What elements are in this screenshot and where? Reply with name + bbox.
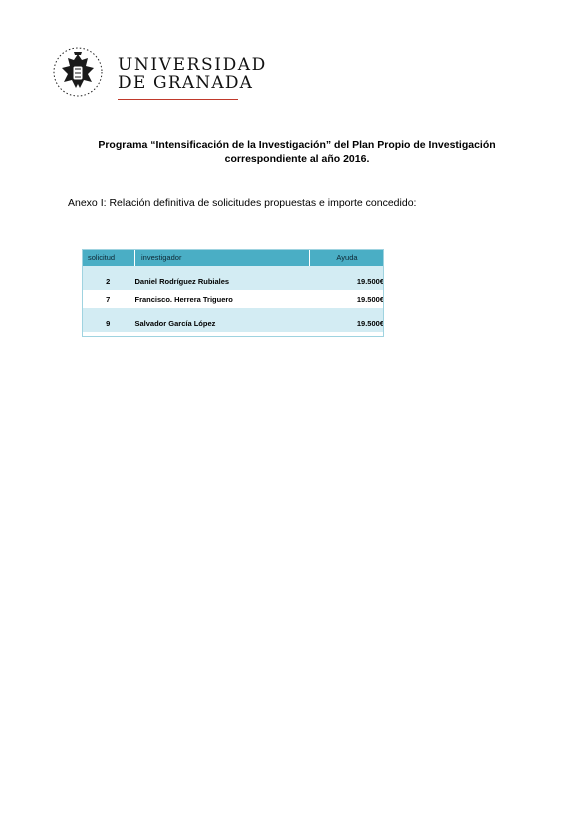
- cell-solicitud: 9: [106, 319, 111, 328]
- table-row: [82, 290, 384, 308]
- column-header-ayuda: Ayuda: [336, 253, 358, 262]
- university-logo: [52, 44, 267, 104]
- cell-investigador: Salvador García López: [134, 319, 216, 328]
- cell-ayuda: 19.500€: [356, 277, 384, 286]
- cell-solicitud: 2: [106, 277, 111, 286]
- table-header-row: [82, 249, 384, 266]
- column-header-solicitud: solicitud: [82, 249, 135, 266]
- logo-line-de-granada: DE GRANADA: [118, 73, 254, 93]
- annex-heading: Anexo I: Relación definitiva de solicitudes propuestas e importe concedido:: [68, 197, 417, 209]
- logo-underline: [118, 99, 238, 100]
- column-header-investigador: investigador: [135, 249, 310, 266]
- table-row: [82, 308, 384, 332]
- logo-line-universidad: UNIVERSIDAD: [118, 55, 267, 75]
- cell-solicitud: 7: [106, 295, 111, 304]
- cell-ayuda: 19.500€: [356, 319, 384, 328]
- cell-investigador: Daniel Rodríguez Rubiales: [134, 277, 230, 286]
- university-coat-of-arms-icon: [52, 44, 104, 100]
- awards-table: [82, 249, 384, 332]
- document-title: Programa “Intensificación de la Investigación” del Plan Propio de Investigación correspondiente al año 2016.: [98, 139, 496, 165]
- cell-investigador: Francisco. Herrera Triguero: [134, 295, 233, 304]
- table-row: [82, 266, 384, 290]
- cell-ayuda: 19.500€: [356, 295, 384, 304]
